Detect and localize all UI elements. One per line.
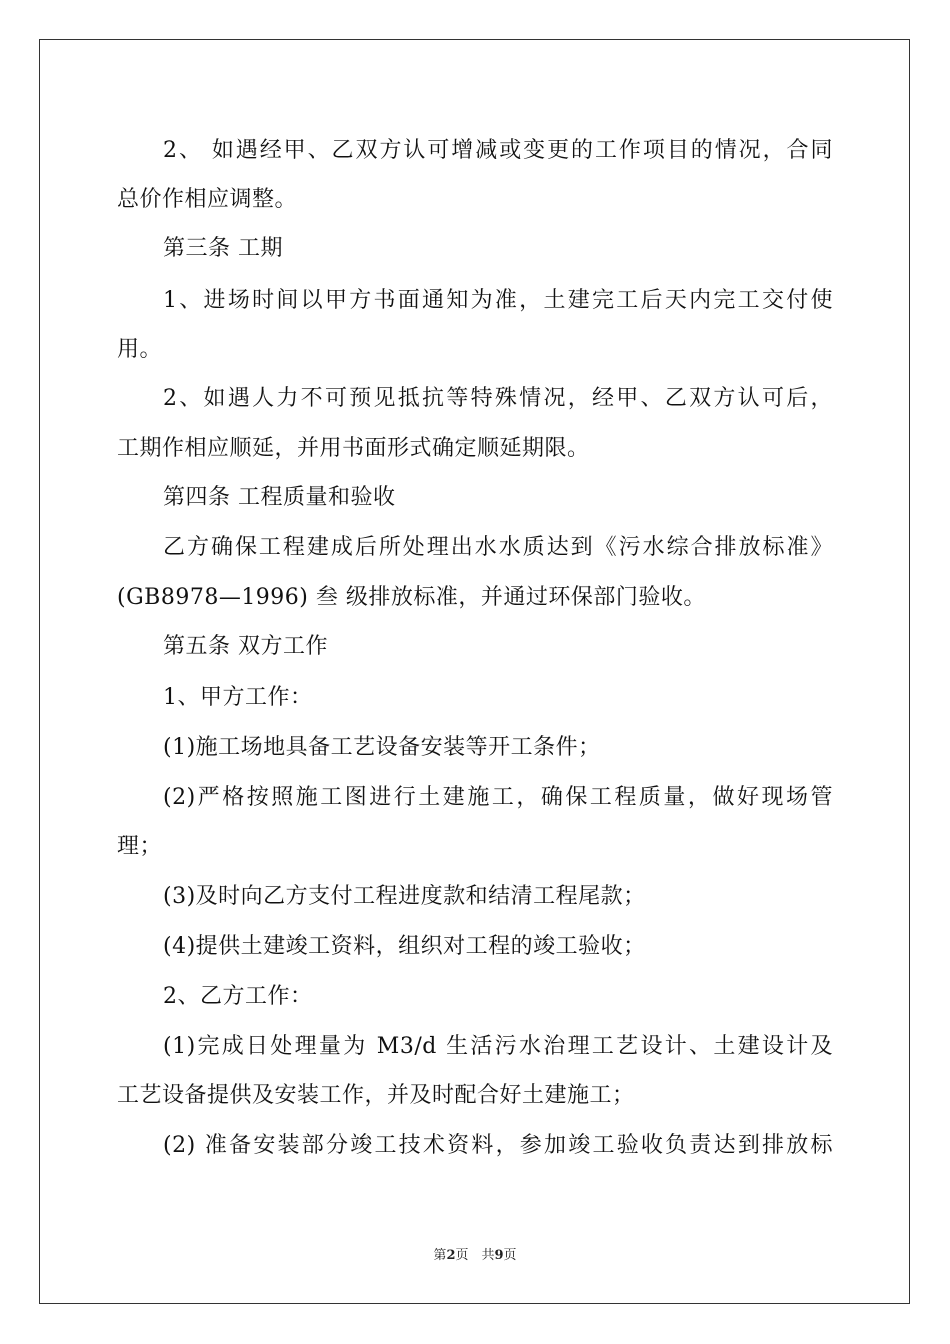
paragraph-line: 1、进场时间以甲方书面通知为准，土建完工后天内完工交付使	[163, 288, 833, 313]
section-heading: 第五条 双方工作	[163, 634, 328, 659]
paragraph-line: (GB8978—1996) 叁 级排放标准，并通过环保部门验收。	[117, 585, 706, 610]
list-item: (1)施工场地具备工艺设备安装等开工条件；	[163, 735, 601, 760]
paragraph-line: 2、 如遇经甲、乙双方认可增减或变更的工作项目的情况，合同	[163, 138, 833, 163]
page-total: 9	[494, 1248, 504, 1263]
paragraph-line: 2、如遇人力不可预见抵抗等特殊情况，经甲、乙双方认可后，	[163, 386, 833, 411]
section-heading: 第三条 工期	[163, 236, 283, 261]
page-border	[39, 39, 910, 1304]
page-mid: 页 共	[455, 1248, 495, 1263]
paragraph-line: 2、乙方工作：	[163, 984, 313, 1009]
section-heading: 第四条 工程质量和验收	[163, 485, 396, 510]
page-prefix: 第	[433, 1248, 447, 1263]
paragraph-line: 总价作相应调整。	[117, 187, 298, 212]
page-current: 2	[446, 1248, 456, 1263]
paragraph-line: 用。	[117, 337, 163, 362]
paragraph-line: 理；	[117, 834, 163, 859]
paragraph-line: 工艺设备提供及安装工作，并及时配合好土建施工；	[117, 1083, 635, 1108]
list-item: (3)及时向乙方支付工程进度款和结清工程尾款；	[163, 884, 646, 909]
paragraph-line: 乙方确保工程建成后所处理出水水质达到《污水综合排放标准》	[163, 535, 833, 560]
page-footer	[0, 1248, 950, 1264]
list-item: (2)严格按照施工图进行土建施工，确保工程质量，做好现场管	[163, 785, 833, 810]
list-item: (2) 准备安装部分竣工技术资料，参加竣工验收负责达到排放标	[163, 1133, 833, 1158]
list-item: (4)提供土建竣工资料，组织对工程的竣工验收；	[163, 934, 646, 959]
paragraph-line: 1、甲方工作：	[163, 685, 313, 710]
paragraph-line: 工期作相应顺延，并用书面形式确定顺延期限。	[117, 436, 590, 461]
page-suffix: 页	[503, 1248, 517, 1263]
list-item: (1)完成日处理量为 M3/d 生活污水治理工艺设计、土建设计及	[163, 1034, 833, 1059]
